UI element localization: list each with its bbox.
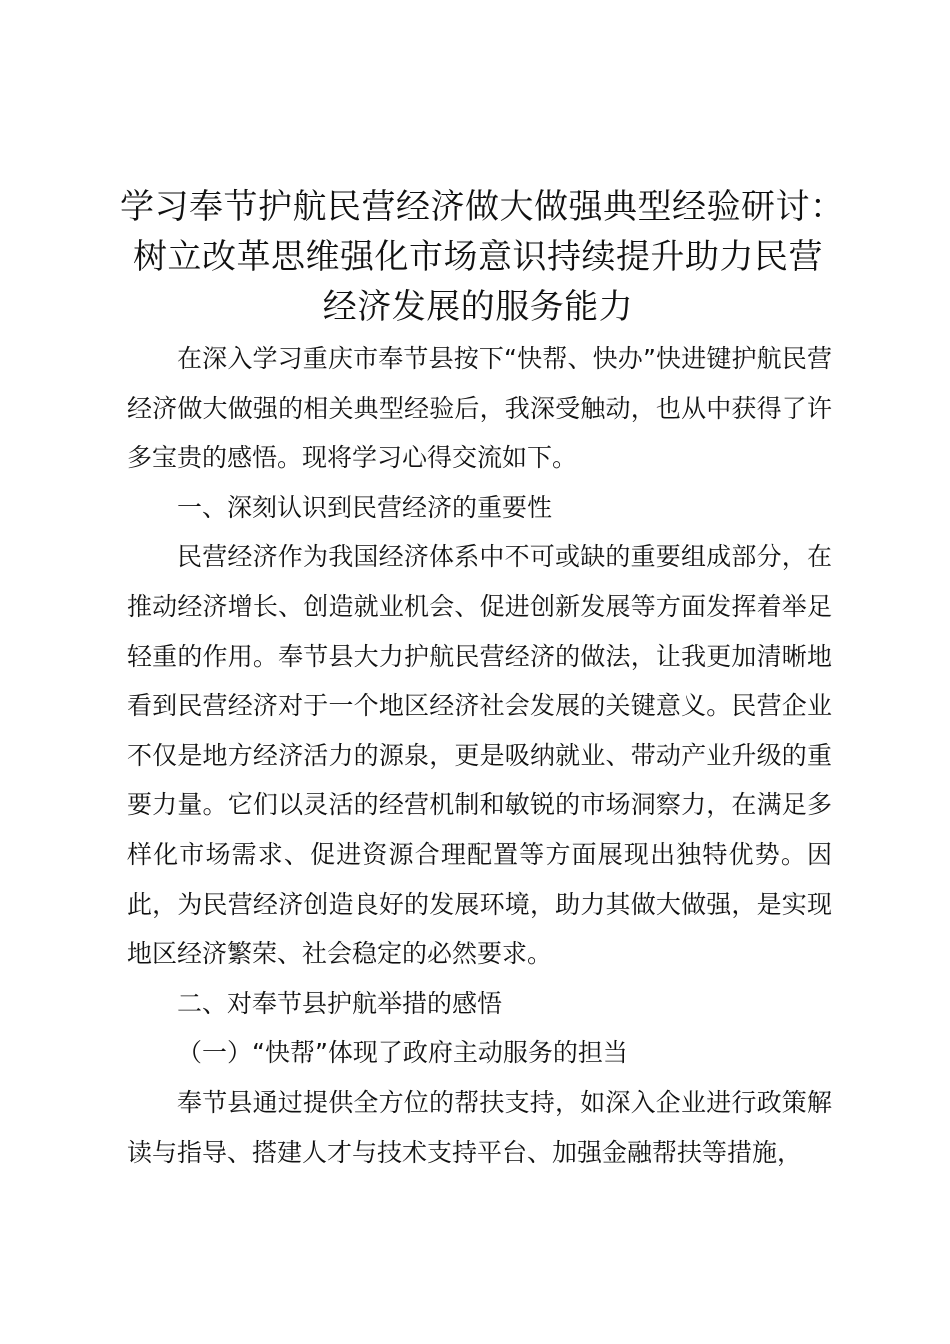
title-line-3: 经济发展的服务能力 xyxy=(322,287,634,327)
body-paragraph-2: 奉节县通过提供全方位的帮扶支持，如深入企业进行政策解读与指导、搭建人才与技术支持平台、加强金融帮扶等措施， xyxy=(127,1087,832,1167)
title-line-1: 学习奉节护航民营经济做大做强典型经验研讨： xyxy=(120,187,845,227)
section-heading-1: 一、深刻认识到民营经济的重要性 xyxy=(177,492,553,522)
subsection-heading-1: （一）“快帮”体现了政府主动服务的担当 xyxy=(177,1038,628,1068)
document-body xyxy=(127,334,832,1177)
intro-paragraph: 在深入学习重庆市奉节县按下“快帮、快办”快进键护航民营经济做大做强的相关典型经验后，我深受触动，也从中获得了许多宝贵的感悟。现将学习心得交流如下。 xyxy=(127,344,832,473)
section-heading-2: 二、对奉节县护航举措的感悟 xyxy=(177,988,503,1018)
body-paragraph-1: 民营经济作为我国经济体系中不可或缺的重要组成部分，在推动经济增长、创造就业机会、促进创新发展等方面发挥着举足轻重的作用。奉节县大力护航民营经济的做法，让我更加清晰地看到民营经济对于一个地区经济社会发展的关键意义。民营企业不仅是地方经济活力的源泉，更是吸纳就业、带动产业升级的重要力量。它们以灵活的经营机制和敏锐的市场洞察力，在满足多样化市场需求、促进资源合理配置等方面展现出独特优势。因此，为民营经济创造良好的发展环境，助力其做大做强，是实现地区经济繁荣、社会稳定的必然要求。 xyxy=(127,542,832,969)
document-title xyxy=(120,182,845,332)
title-line-2: 树立改革思维强化市场意识持续提升助力民营 xyxy=(133,237,823,277)
